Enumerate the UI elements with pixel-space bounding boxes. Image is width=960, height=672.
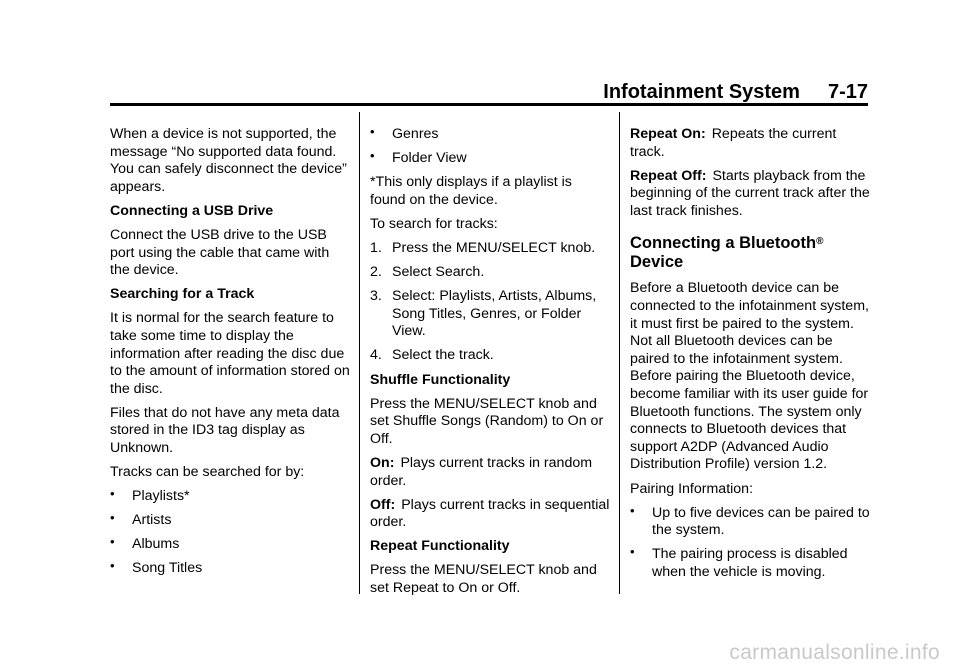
list-item: • Playlists* (110, 486, 190, 505)
step-item: 4. Select the track. (370, 347, 494, 364)
paragraph-search-time: It is normal for the search feature to take some time to display the information after reading the disc due to the amount of information stored on the disc. (110, 310, 350, 397)
paragraph-to-search: To search for tracks: (370, 215, 498, 232)
step-item: 3. Select: Playlists, Artists, Albums, Song Titles, Genres, or Folder View. (370, 288, 597, 340)
column-divider-1 (359, 112, 360, 594)
bullet-icon: • (110, 558, 115, 574)
header-rule (110, 103, 868, 106)
list-item: • Genres (370, 124, 439, 142)
page-number: 7-17 (827, 81, 868, 103)
bullet-icon: • (370, 124, 375, 139)
heading-connect-usb: Connecting a USB Drive (110, 202, 274, 219)
paragraph-off: Off: Plays current tracks in sequential order. (370, 496, 610, 531)
paragraph-not-supported: When a device is not supported, the message “No supported data found. You can safely disconnect the device” appears. (110, 126, 347, 195)
step-item: 1. Press the MENU/SELECT knob. (370, 239, 596, 256)
paragraph-bluetooth: Before a Bluetooth device can be connected to the infotainment system, it must first be paired to the system. Not all Bluetooth devices can be paired to the infotainment system. Before pairing the Bluetooth device, become familiar with its user guide for Bluetooth functions. The system only connects to Bluetooth devices that support A2DP (Advanced Audio Distribution Profile) version 1.2. (630, 280, 869, 473)
bullet-icon: • (110, 510, 115, 526)
list-item: • Up to five devices can be paired to the system. (630, 502, 870, 539)
list-item: • Artists (110, 510, 172, 529)
paragraph-no-meta: Files that do not have any meta data stored in the ID3 tag display as Unknown. (110, 404, 340, 456)
paragraph-shuffle: Press the MENU/SELECT knob and set Shuffle Songs (Random) to On or Off. (370, 395, 604, 447)
watermark: carmanualsonline.info (729, 641, 940, 664)
step-item: 2. Select Search. (370, 264, 485, 281)
list-item: • Folder View (370, 148, 467, 167)
paragraph-repeat-on: Repeat On: Repeats the current track. (630, 126, 837, 160)
page-header (603, 81, 868, 104)
paragraph-pairing-info: Pairing Information: (630, 480, 754, 497)
list-item: • Song Titles (110, 558, 203, 577)
list-item: • Albums (110, 534, 180, 553)
column-3 (630, 126, 870, 588)
bullet-icon: • (110, 486, 115, 502)
column-2 (370, 126, 610, 604)
paragraph-searched-by: Tracks can be searched for by: (110, 464, 305, 481)
heading-repeat: Repeat Functionality (370, 538, 510, 555)
paragraph-repeat-off: Repeat Off: Starts playback from the beginning of the current track after the last track finishes. (630, 167, 870, 219)
column-1 (110, 126, 350, 585)
column-divider-2 (619, 112, 620, 594)
paragraph-connect-usb: Connect the USB drive to the USB port using the cable that came with the device. (110, 226, 330, 279)
section-title: Infotainment System (603, 81, 800, 103)
paragraph-on: On: Plays current tracks in random order. (370, 454, 593, 489)
heading-shuffle: Shuffle Functionality (370, 371, 511, 388)
heading-bluetooth: Connecting a Bluetooth® Device (630, 234, 824, 272)
list-item: • The pairing process is disabled when the vehicle is moving. (630, 544, 848, 580)
bullet-icon: • (630, 544, 635, 560)
bullet-icon: • (110, 534, 115, 550)
paragraph-playlist-note: *This only displays if a playlist is found on the device. (370, 174, 572, 208)
heading-search-track: Searching for a Track (110, 286, 255, 303)
bullet-icon: • (630, 502, 635, 518)
bullet-icon: • (370, 148, 375, 164)
paragraph-repeat: Press the MENU/SELECT knob and set Repeat to On or Off. (370, 562, 597, 596)
